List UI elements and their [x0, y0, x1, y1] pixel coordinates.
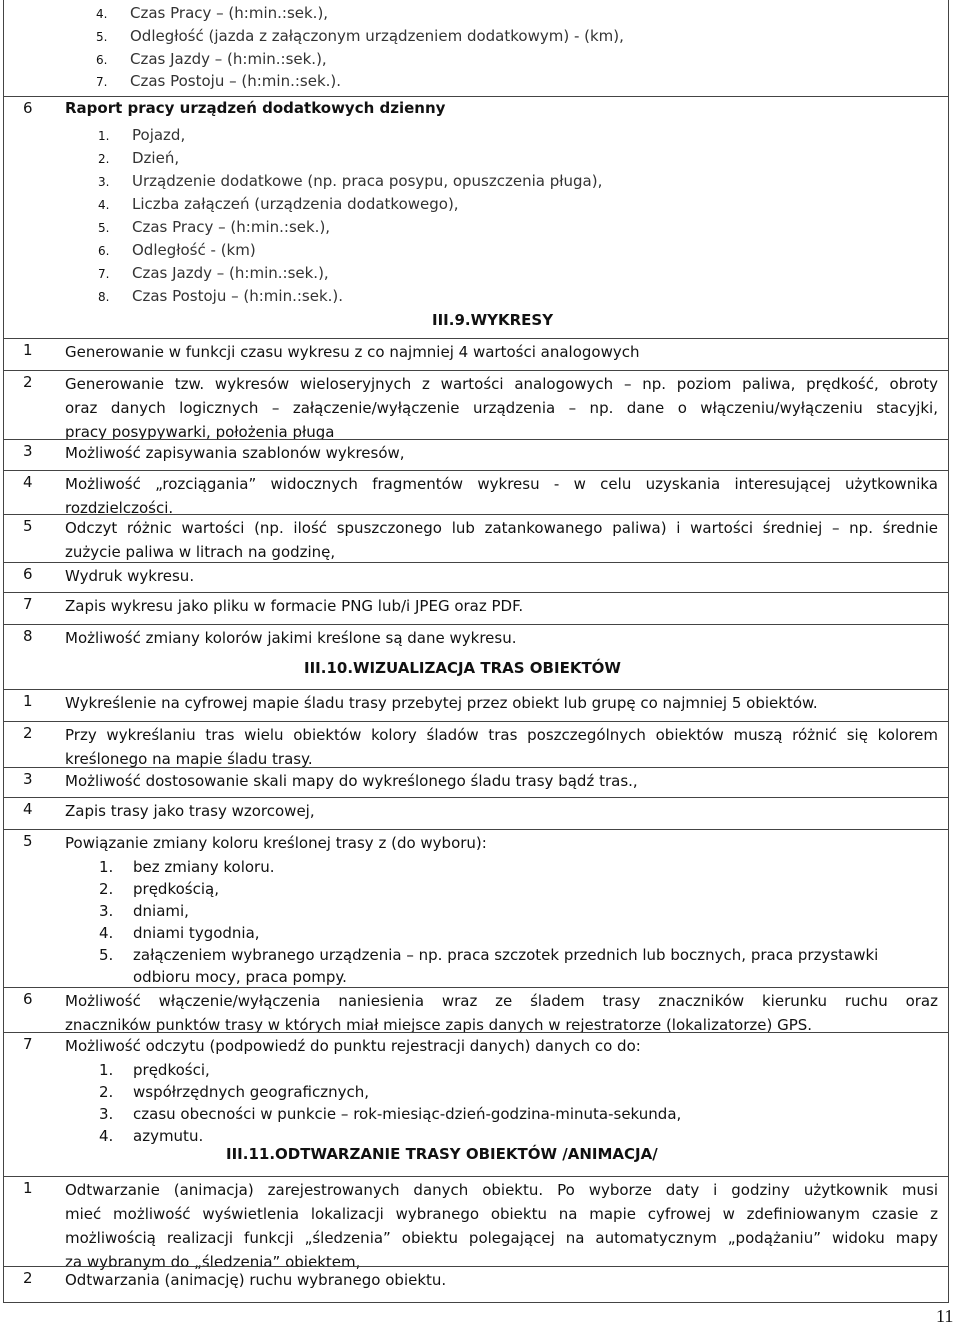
- list-item-text: Czas Postoju – (h:min.:sek.).: [130, 72, 342, 90]
- requirement-row: [4, 592, 948, 624]
- list-item-text: Liczba załączeń (urządzenia dodatkowego),: [132, 195, 459, 213]
- list-item-number: 4.: [99, 1127, 114, 1145]
- row-text: [65, 724, 938, 772]
- requirement-row: [4, 338, 948, 370]
- text-line: Odtwarzanie (animacja) zarejestrowanych danych obiektu. Po wyborze daty i godziny użytkownik musi: [65, 1181, 938, 1199]
- list-item-text: dniami,: [133, 902, 189, 920]
- list-item: [99, 944, 878, 967]
- row-number: 7: [23, 1035, 33, 1053]
- row-text: [65, 517, 938, 565]
- list-item-text: czasu obecności w punkcie – rok-miesiąc-dzień-godzina-minuta-sekunda,: [133, 1105, 682, 1123]
- list-item: [99, 1059, 210, 1082]
- row-number: 1: [23, 341, 33, 359]
- list-item: [99, 878, 219, 901]
- list-item-text: Pojazd,: [132, 126, 186, 144]
- row-number: 6: [23, 99, 33, 117]
- list-item: [98, 216, 330, 239]
- row-number: 2: [23, 724, 33, 742]
- requirements-table: [3, 0, 949, 1303]
- row-text: [65, 1269, 938, 1293]
- text-line: Wydruk wykresu.: [65, 567, 195, 585]
- row-text: [65, 1035, 938, 1059]
- requirement-row: [4, 689, 948, 721]
- list-item-number: 2.: [98, 152, 110, 166]
- list-item: [99, 856, 275, 879]
- row-number: 2: [23, 373, 33, 391]
- requirement-row: [4, 1032, 948, 1144]
- row-number: 8: [23, 627, 33, 645]
- section-heading-wykresy: III.9.WYKRESY: [432, 311, 554, 329]
- list-item-text: Czas Postoju – (h:min.:sek.).: [132, 287, 344, 305]
- list-item-number: 7.: [96, 75, 108, 89]
- list-item-number: 4.: [98, 198, 110, 212]
- list-item-text: Dzień,: [132, 149, 180, 167]
- text-line: pracy posypywarki, położenia pługa: [65, 423, 335, 441]
- list-item-number: 3.: [98, 175, 110, 189]
- text-line: Możliwość zapisywania szablonów wykresów,: [65, 444, 405, 462]
- row-number: 7: [23, 595, 33, 613]
- list-item-number: 1.: [98, 129, 110, 143]
- list-item-text: azymutu.: [133, 1127, 204, 1145]
- text-line: Odtwarzania (animację) ruchu wybranego obiektu.: [65, 1271, 447, 1289]
- list-item-text: prędkości,: [133, 1061, 210, 1079]
- text-line: za wybranym do „śledzenia” obiektem,: [65, 1253, 361, 1271]
- requirement-row: [4, 370, 948, 439]
- text-line: Wykreślenie na cyfrowej mapie śladu trasy przebytej przez obiekt lub grupę co najmniej 5 obiektów.: [65, 694, 818, 712]
- requirement-row: [4, 829, 948, 987]
- continued-list: [4, 0, 948, 96]
- row-number: 3: [23, 770, 33, 788]
- list-item: [96, 25, 624, 48]
- list-item-number: 1.: [99, 858, 114, 876]
- section-heading-odtwarzanie: III.11.ODTWARZANIE TRASY OBIEKTÓW /ANIMACJA/: [226, 1145, 658, 1163]
- list-item-number: 6.: [98, 244, 110, 258]
- row-text: [65, 692, 938, 716]
- list-item-text: Czas Pracy – (h:min.:sek.),: [132, 218, 331, 236]
- list-item-number: 6.: [96, 53, 108, 67]
- text-line: rozdzielczości.: [65, 499, 174, 517]
- text-line: Generowanie tzw. wykresów wieloseryjnych z wartości analogowych – np. poziom paliwa, prędkość, obroty: [65, 375, 938, 393]
- list-item-number: 5.: [98, 221, 110, 235]
- row-number: 4: [23, 473, 33, 491]
- list-item: [98, 193, 459, 216]
- requirement-row: [4, 797, 948, 829]
- list-item: [98, 147, 179, 170]
- requirement-row: [4, 767, 948, 797]
- list-item-number: 1.: [99, 1061, 114, 1079]
- list-item: [96, 70, 341, 93]
- list-item: [98, 124, 185, 147]
- list-item-text: Czas Pracy – (h:min.:sek.),: [130, 4, 329, 22]
- requirement-row: [4, 624, 948, 656]
- row-number: 3: [23, 442, 33, 460]
- list-item: [96, 2, 328, 25]
- list-item: [99, 1081, 369, 1104]
- text-line: Możliwość zmiany kolorów jakimi kreślone są dane wykresu.: [65, 629, 517, 647]
- list-item-number: 4.: [96, 7, 108, 21]
- row-number: 6: [23, 990, 33, 1008]
- row-number: 1: [23, 1179, 33, 1197]
- list-item-text: prędkością,: [133, 880, 219, 898]
- requirement-row: [4, 439, 948, 470]
- row-number: 5: [23, 517, 33, 535]
- list-item-number: 3.: [99, 902, 114, 920]
- row-text: [65, 373, 938, 445]
- text-line: zużycie paliwa w litrach na godzinę,: [65, 543, 336, 561]
- row-text: [65, 1179, 938, 1275]
- list-item: [98, 285, 343, 308]
- list-item-text: Urządzenie dodatkowe (np. praca posypu, opuszczenia pługa),: [132, 172, 603, 190]
- text-line: Przy wykreślaniu tras wielu obiektów kolory śladów tras poszczególnych obiektów muszą różnić się kolorem: [65, 726, 938, 744]
- row-text: [65, 627, 938, 651]
- list-item-text: współrzędnych geograficznych,: [133, 1083, 370, 1101]
- row-text: [65, 990, 938, 1038]
- text-line: Odczyt różnic wartości (np. ilość spuszczonego lub zatankowanego paliwa) i wartości średniej – np. średnie: [65, 519, 938, 537]
- report-row: [4, 96, 948, 308]
- list-item-text: Czas Jazdy – (h:min.:sek.),: [130, 50, 327, 68]
- row-number: 5: [23, 832, 33, 850]
- requirement-row: [4, 514, 948, 562]
- requirement-row: [4, 1176, 948, 1271]
- row-number: 6: [23, 565, 33, 583]
- row-text: [65, 832, 938, 856]
- text-line: możliwością realizacji funkcji „śledzenia” obiektu polegającej na automatycznym „podążaniu” widoku mapy: [65, 1229, 938, 1247]
- list-item-number: 4.: [99, 924, 114, 942]
- text-line: mieć możliwość wyświetlenia lokalizacji wybranego obiektu na mapie cyfrowej w zdefiniowanym czasie z: [65, 1205, 938, 1223]
- list-item-number: 3.: [99, 1105, 114, 1123]
- text-line: Możliwość włączenie/wyłączenia naniesienia wraz ze śladem trasy znaczników kierunku ruchu oraz: [65, 992, 938, 1010]
- text-line: Możliwość odczytu (podpowiedź do punktu rejestracji danych) danych co do:: [65, 1037, 641, 1055]
- list-item: [99, 1103, 681, 1126]
- list-item: [99, 1125, 203, 1148]
- list-item-number: 8.: [98, 290, 110, 304]
- row-text: [65, 341, 938, 365]
- list-item-text: załączeniem wybranego urządzenia – np. praca szczotek przednich lub bocznych, praca przystawki: [133, 946, 879, 964]
- text-line: Zapis wykresu jako pliku w formacie PNG lub/i JPEG oraz PDF.: [65, 597, 524, 615]
- list-item: [98, 239, 256, 262]
- page-number: 11: [936, 1306, 954, 1326]
- list-item-text: odbioru mocy, praca pompy.: [133, 968, 347, 986]
- list-item-number: 5.: [96, 30, 108, 44]
- row-text: [65, 800, 938, 824]
- row-number: 2: [23, 1269, 33, 1287]
- requirement-row: [4, 470, 948, 517]
- list-item-number: 2.: [99, 880, 114, 898]
- list-item-text: Odległość - (km): [132, 241, 256, 259]
- text-line: Powiązanie zmiany koloru kreślonej trasy z (do wyboru):: [65, 834, 487, 852]
- list-item: [98, 170, 602, 193]
- list-item-text: Odległość (jazda z załączonym urządzeniem dodatkowym) - (km),: [130, 27, 624, 45]
- section-heading-wizualizacja: III.10.WIZUALIZACJA TRAS OBIEKTÓW: [304, 659, 621, 677]
- list-item: [99, 922, 260, 945]
- list-item-number: 7.: [98, 267, 110, 281]
- text-line: Możliwość „rozciągania” widocznych fragmentów wykresu - w celu uzyskania interesującej użytkownika: [65, 475, 938, 493]
- text-line: Możliwość dostosowanie skali mapy do wykreślonego śladu trasy bądź tras.,: [65, 772, 638, 790]
- row-number: 1: [23, 692, 33, 710]
- text-line: oraz danych logicznych – załączenie/wyłączenie urządzenia – np. dane o włączeniu/wyłączeniu stacyjki,: [65, 399, 938, 417]
- text-line: Zapis trasy jako trasy wzorcowej,: [65, 802, 315, 820]
- list-item: [98, 262, 329, 285]
- row-text: [65, 442, 938, 466]
- report-title: Raport pracy urządzeń dodatkowych dzienny: [65, 99, 446, 117]
- list-item: [96, 48, 327, 71]
- text-line: znaczników punktów trasy w których miał miejsce zapis danych w rejestratorze (lokalizatorze) GPS.: [65, 1016, 813, 1034]
- list-item: [99, 900, 189, 923]
- row-text: [65, 595, 938, 619]
- requirement-row: [4, 562, 948, 592]
- row-text: [65, 770, 938, 794]
- requirement-row: [4, 987, 948, 1032]
- list-item-text: dniami tygodnia,: [133, 924, 260, 942]
- list-item-text: Czas Jazdy – (h:min.:sek.),: [132, 264, 329, 282]
- list-item-number: 2.: [99, 1083, 114, 1101]
- requirement-row: [4, 721, 948, 767]
- requirement-row: [4, 1266, 948, 1302]
- text-line: Generowanie w funkcji czasu wykresu z co najmniej 4 wartości analogowych: [65, 343, 640, 361]
- row-number: 4: [23, 800, 33, 818]
- list-item: [99, 966, 347, 989]
- text-line: kreślonego na mapie śladu trasy.: [65, 750, 313, 768]
- list-item-number: 5.: [99, 946, 114, 964]
- list-item-text: bez zmiany koloru.: [133, 858, 275, 876]
- row-text: [65, 565, 938, 589]
